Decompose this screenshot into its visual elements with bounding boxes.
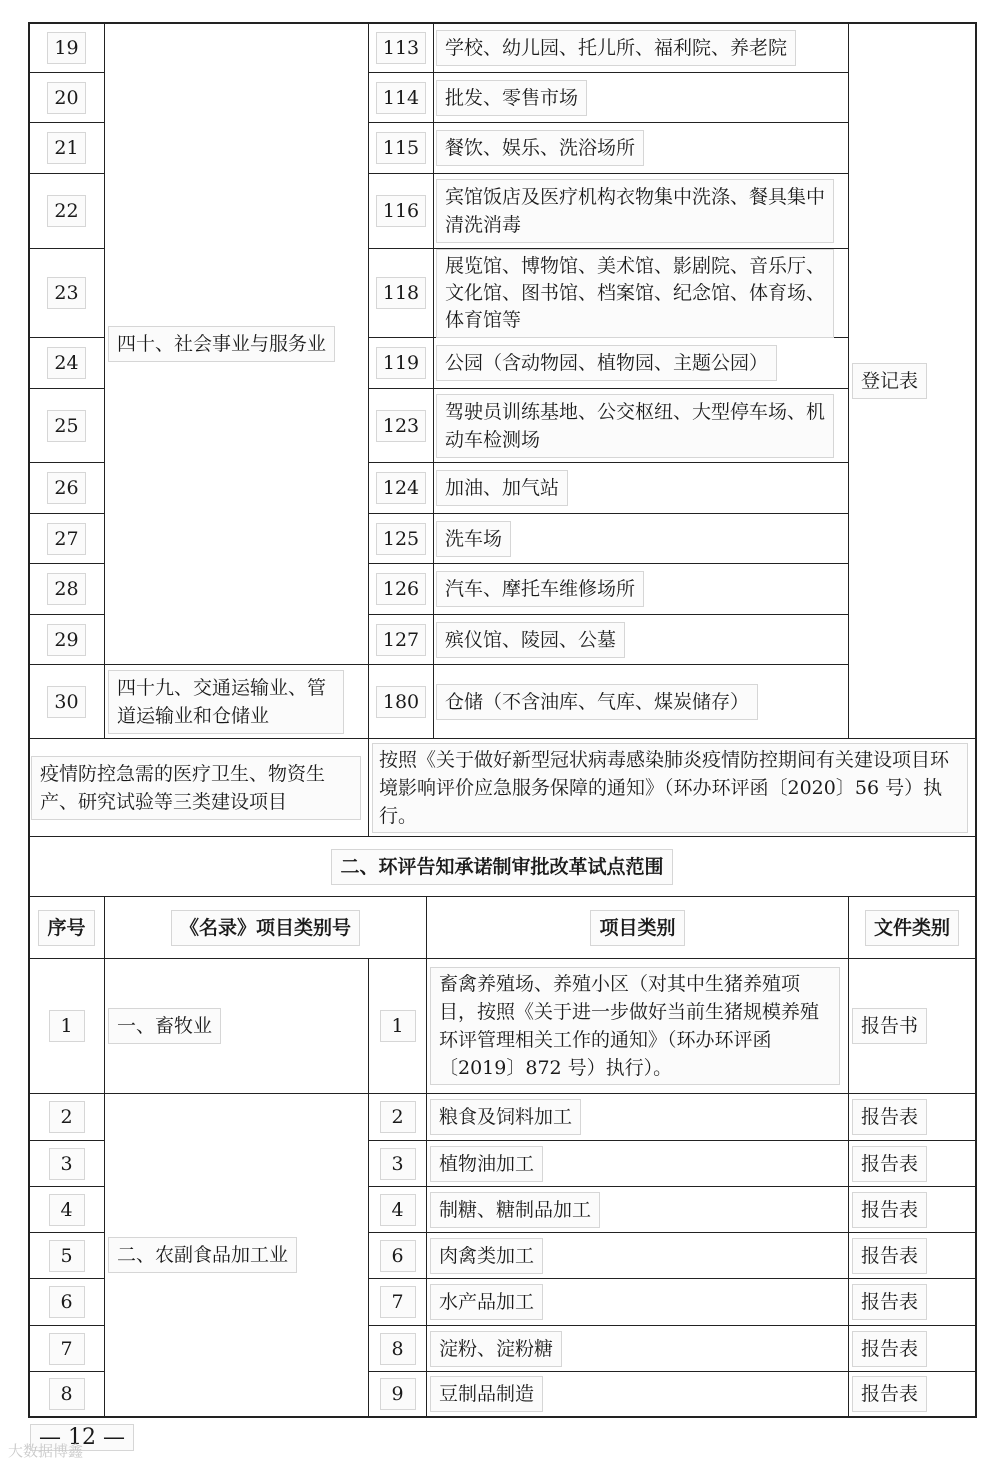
table-border-bottom [28,1416,977,1418]
header-seq: 序号 [38,910,94,946]
table-row [29,23,104,72]
code-cell: 7 [380,1286,416,1318]
file-cell: 报告表 [852,1284,927,1320]
code-cell: 127 [376,624,426,656]
file-cell: 报告表 [852,1192,927,1228]
table-row [29,174,104,248]
watermark: 大数据博鑫 [8,1442,84,1460]
item-cell: 学校、幼儿园、托儿所、福利院、养老院 [436,30,796,66]
item-cell: 汽车、摩托车维修场所 [436,571,644,607]
table-row [29,389,104,462]
item-cell: 肉禽类加工 [430,1238,543,1274]
item-cell: 公园（含动物园、植物园、主题公园） [436,345,777,381]
epidemic-label: 疫情防控急需的医疗卫生、物资生产、研究试验等三类建设项目 [31,756,361,820]
item-cell: 仓储（不含油库、气库、煤炭储存） [436,684,758,720]
seq-cell: 30 [47,686,85,718]
code-cell: 125 [376,523,426,555]
code-cell: 9 [380,1378,416,1410]
file-cell: 报告书 [852,1008,927,1044]
seq-cell: 21 [47,132,85,164]
table-row [29,514,104,563]
item-cell: 淀粉、淀粉糖 [430,1331,562,1367]
table-row [29,1233,104,1278]
table-row [29,1094,104,1140]
epidemic-note: 按照《关于做好新型冠状病毒感染肺炎疫情防控期间有关建设项目环境影响评价应急服务保障的通知》（环办环评函〔2020〕56 号）执行。 [372,743,968,833]
seq-cell: 5 [49,1240,85,1272]
item-cell: 殡仪馆、陵园、公墓 [436,622,625,658]
table-row [29,123,104,173]
table-row [29,463,104,513]
item-cell: 宾馆饭店及医疗机构衣物集中洗涤、餐具集中清洗消毒 [436,179,834,243]
code-cell: 118 [376,277,426,309]
seq-cell: 19 [47,32,85,64]
item-cell: 畜禽养殖场、养殖小区（对其中生猪养殖项目，按照《关于进一步做好当前生猪规模养殖环评管理相关工作的通知》（环办环评函〔2019〕872 号）执行）。 [430,967,840,1085]
section-title: 二、环评告知承诺制审批改革试点范围 [331,849,672,885]
table-row [29,615,104,664]
seq-cell: 27 [47,523,85,555]
item-cell: 驾驶员训练基地、公交枢纽、大型停车场、机动车检测场 [436,394,834,458]
header-file: 文件类别 [865,910,959,946]
file-cell: 报告表 [852,1146,927,1182]
file-cell: 报告表 [852,1376,927,1412]
table-row [29,249,104,337]
code-cell: 126 [376,573,426,605]
code-cell: 114 [376,82,426,114]
seq-cell: 6 [49,1286,85,1318]
category-cell: 四十九、交通运输业、管道运输业和仓储业 [108,670,344,734]
seq-cell: 2 [49,1101,85,1133]
seq-cell: 24 [47,347,85,379]
code-cell: 116 [376,195,426,227]
seq-cell: 1 [49,1010,85,1042]
code-cell: 119 [376,347,426,379]
page-number: — 12 — [30,1424,134,1451]
seq-cell: 28 [47,573,85,605]
table-row [29,1326,104,1371]
item-cell: 豆制品制造 [430,1376,543,1412]
table-row [29,1372,104,1416]
table-row [29,564,104,614]
item-cell: 餐饮、娱乐、洗浴场所 [436,130,644,166]
code-cell: 113 [376,32,426,64]
code-cell: 2 [380,1101,416,1133]
item-cell: 水产品加工 [430,1284,543,1320]
item-cell: 洗车场 [436,521,511,557]
seq-cell: 26 [47,472,85,504]
file-cell: 报告表 [852,1238,927,1274]
seq-cell: 25 [47,410,85,442]
code-cell: 6 [380,1240,416,1272]
category-cell: 四十、社会事业与服务业 [108,326,335,362]
file-cell: 报告表 [852,1099,927,1135]
table-row [29,1187,104,1232]
file-cell: 报告表 [852,1331,927,1367]
category-cell: 二、农副食品加工业 [108,1237,297,1273]
table-row [29,1141,104,1186]
seq-cell: 29 [47,624,85,656]
code-cell: 115 [376,132,426,164]
table-row [29,338,104,388]
item-cell: 批发、零售市场 [436,80,587,116]
item-cell: 展览馆、博物馆、美术馆、影剧院、音乐厅、文化馆、图书馆、档案馆、纪念馆、体育场、体育馆等 [436,249,834,338]
code-cell: 1 [380,1010,416,1042]
seq-cell: 8 [49,1378,85,1410]
seq-cell: 4 [49,1194,85,1226]
table-row [29,959,104,1093]
item-cell: 加油、加气站 [436,470,568,506]
header-catalog: 《名录》项目类别号 [171,910,360,946]
seq-cell: 22 [47,195,85,227]
table-border-right [975,22,977,1418]
code-cell: 124 [376,472,426,504]
item-cell: 制糖、糖制品加工 [430,1192,600,1228]
table-row [29,73,104,122]
item-cell: 粮食及饲料加工 [430,1099,581,1135]
code-cell: 3 [380,1148,416,1180]
item-cell: 植物油加工 [430,1146,543,1182]
table-row [29,1279,104,1325]
seq-cell: 3 [49,1148,85,1180]
code-cell: 4 [380,1194,416,1226]
seq-cell: 20 [47,82,85,114]
code-cell: 123 [376,410,426,442]
file-type-cell: 登记表 [852,363,927,399]
seq-cell: 7 [49,1333,85,1365]
code-cell: 8 [380,1333,416,1365]
code-cell: 180 [376,686,426,718]
header-item: 项目类别 [590,910,684,946]
seq-cell: 23 [47,277,85,309]
category-cell: 一、畜牧业 [108,1008,221,1044]
table-row [29,665,104,738]
